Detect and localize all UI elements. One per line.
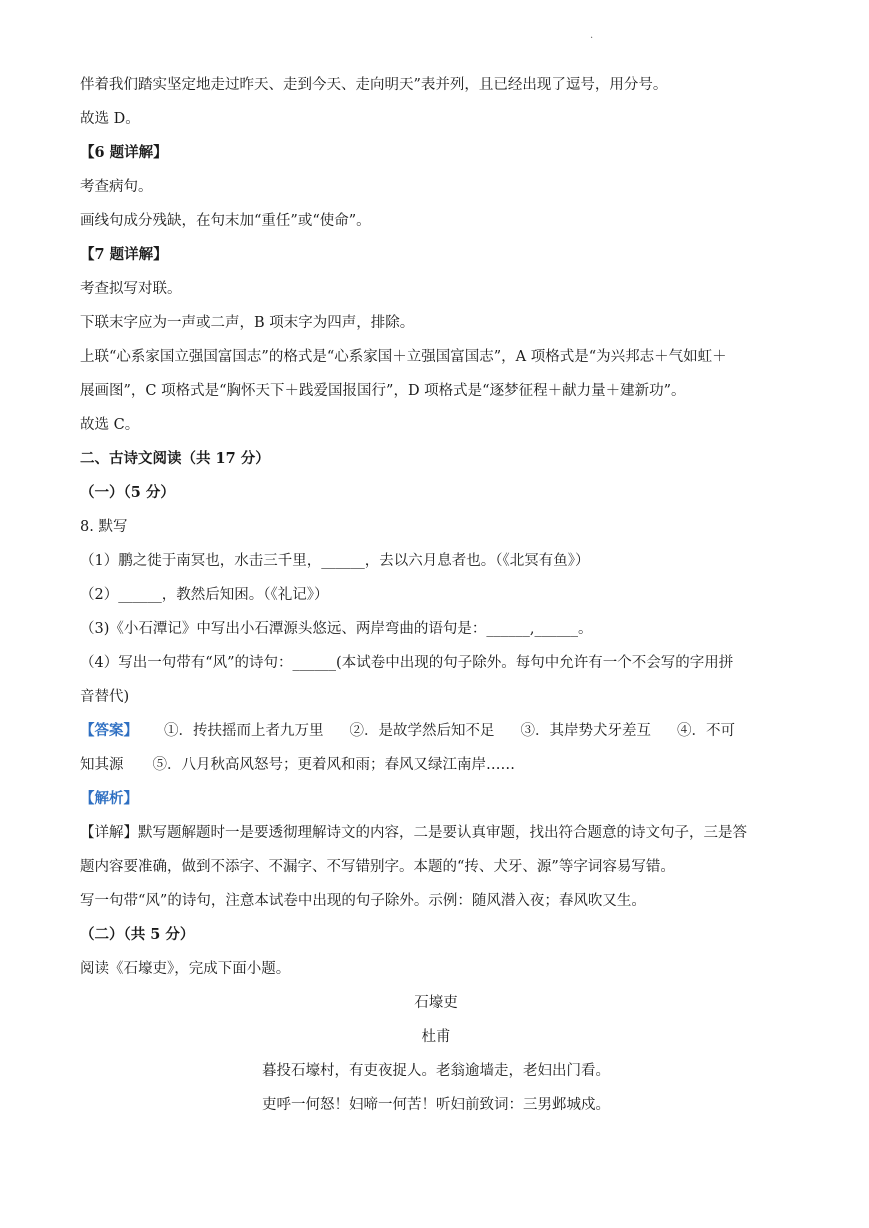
poem-title: 石壕吏 — [414, 995, 458, 1011]
subsection-title: （一）（5 分） — [80, 484, 175, 501]
q6-heading: 【6 题详解】 — [80, 144, 168, 161]
text-line: 故选 C。 — [80, 417, 140, 433]
poem-line: 暮投石壕村，有吏夜捉人。老翁逾墙走，老妇出门看。 — [262, 1063, 610, 1079]
answer-item: ②．是故学然后知不足 — [349, 723, 495, 739]
answer-item: ④．不可 — [677, 723, 735, 739]
q8-title: 8. 默写 — [80, 519, 128, 535]
analysis-line: 题内容要准确，做到不添字、不漏字、不写错别字。本题的“抟、犬牙、源”等字词容易写错。 — [80, 859, 675, 875]
analysis-tag: 【解析】 — [80, 790, 138, 807]
text-line: 故选 D。 — [80, 111, 140, 127]
text-line: 展画图”，C 项格式是“胸怀天下＋践爱国报国行”，D 项格式是“逐梦征程＋献力量＋建新功”。 — [80, 383, 686, 399]
answer-line — [80, 714, 792, 748]
q8-item: 音替代) — [80, 689, 130, 705]
section-title: 二、古诗文阅读（共 17 分） — [80, 450, 270, 467]
answer-tag: 【答案】 — [80, 722, 138, 739]
poem-author: 杜甫 — [421, 1029, 451, 1045]
document-content — [80, 68, 792, 1122]
text-line: 考查病句。 — [80, 179, 153, 195]
text-line: 画线句成分残缺，在句末加“重任”或“使命”。 — [80, 213, 371, 229]
q8-item: （3)《小石潭记》中写出小石潭源头悠远、两岸弯曲的语句是：______,______。 — [80, 621, 593, 637]
q7-heading: 【7 题详解】 — [80, 246, 168, 263]
poem-line: 吏呼一何怒！妇啼一何苦！听妇前致词：三男邺城戍。 — [262, 1097, 610, 1113]
subsection-title: （二）（共 5 分） — [80, 926, 195, 943]
text-line: 伴着我们踏实坚定地走过昨天、走到今天、走向明天”表并列，且已经出现了逗号，用分号。 — [80, 77, 668, 93]
answer-line-2: 知其源 ⑤．八月秋高风怒号；更着风和雨；春风又绿江南岸…… — [80, 757, 515, 773]
answer-item: ①．抟扶摇而上者九万里 — [164, 723, 324, 739]
answer-item: ③．其岸势犬牙差互 — [520, 723, 651, 739]
text-line: 上联“心系家国立强国富国志”的格式是“心系家国＋立强国富国志”，A 项格式是“为兴邦志＋气如虹＋ — [80, 349, 727, 365]
read-prompt: 阅读《石壕吏》，完成下面小题。 — [80, 961, 291, 977]
text-line: 考查拟写对联。 — [80, 281, 182, 297]
page-dot: . — [590, 30, 594, 41]
analysis-line: 【详解】默写题解题时一是要透彻理解诗文的内容，二是要认真审题，找出符合题意的诗文句子，三是答 — [80, 825, 747, 841]
analysis-line: 写一句带“风”的诗句，注意本试卷中出现的句子除外。示例：随风潜入夜；春风吹又生。 — [80, 893, 646, 909]
text-line: 下联末字应为一声或二声，B 项末字为四声，排除。 — [80, 315, 415, 331]
q8-item: （4）写出一句带有“风”的诗句：______(本试卷中出现的句子除外。每句中允许有一个不会写的字用拼 — [80, 655, 734, 671]
q8-item: （1）鹏之徙于南冥也，水击三千里，______，去以六月息者也。（《北冥有鱼》） — [80, 553, 590, 569]
q8-item: （2）______，教然后知困。（《礼记》） — [80, 587, 329, 603]
